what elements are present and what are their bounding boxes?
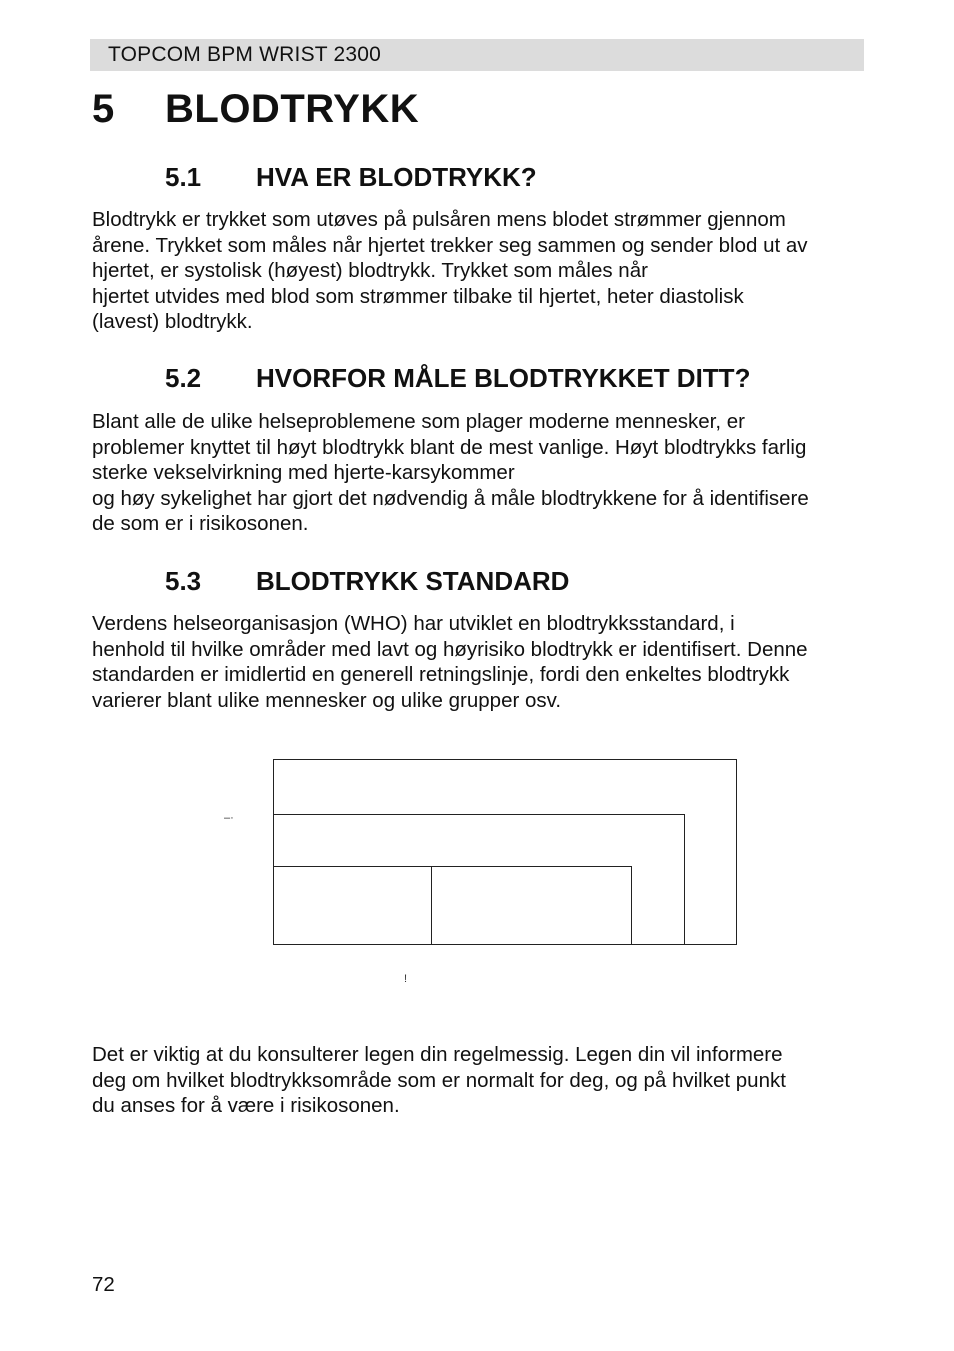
paragraph-line: deg om hvilket blodtrykksområde som er normalt for deg, og på hvilket punkt: [92, 1068, 786, 1092]
page-number: 72: [92, 1273, 115, 1296]
paragraph-line: hjertet, er systolisk (høyest) blodtrykk. Trykket som måles når: [92, 259, 648, 282]
closing-paragraph: [92, 1042, 872, 1119]
section-number: 5.1: [165, 162, 202, 192]
paragraph-line: Verdens helseorganisasjon (WHO) har utviklet en blodtrykksstandard, i: [92, 612, 735, 635]
section-5-3-paragraph: [92, 611, 872, 713]
paragraph-line: hjertet utvides med blod som strømmer tilbake til hjertet, heter diastolisk: [92, 284, 744, 308]
paragraph-line: henhold til hvilke områder med lavt og høyrisiko blodtrykk er identifisert. Denne: [92, 637, 808, 661]
zone-middle-box: [274, 815, 685, 945]
section-heading-5-2: [165, 362, 750, 394]
section-number: 5.2: [165, 363, 202, 393]
section-heading-5-1: [165, 161, 537, 193]
zone-inner-box: [274, 867, 632, 945]
paragraph-line: du anses for å være i risikosonen.: [92, 1094, 400, 1117]
section-title: BLODTRYKK STANDARD: [256, 566, 570, 596]
paragraph-line: Blant alle de ulike helseproblemene som plager moderne mennesker, er: [92, 410, 745, 433]
paragraph-line: standarden er imidlertid en generell retningslinje, fordi den enkeltes blodtrykk: [92, 663, 790, 686]
paragraph-line: Det er viktig at du konsulterer legen din regelmessig. Legen din vil informere: [92, 1043, 783, 1066]
section-5-1-paragraph: [92, 207, 872, 335]
paragraph-line: problemer knyttet til høyt blodtrykk blant de mest vanlige. Høyt blodtrykks farlig: [92, 435, 807, 459]
section-heading-5-3: [165, 565, 569, 597]
section-5-2-paragraph: [92, 409, 872, 537]
chapter-number: 5: [92, 87, 115, 131]
paragraph-line: årene. Trykket som måles når hjertet trekker seg sammen og sender blod ut av: [92, 233, 808, 257]
paragraph-line: sterke vekselvirkning med hjerte-karsykommer: [92, 461, 515, 484]
section-title: HVA ER BLODTRYKK?: [256, 162, 537, 192]
paragraph-line: (lavest) blodtrykk.: [92, 310, 253, 333]
paragraph-line: varierer blant ulike mennesker og ulike grupper osv.: [92, 688, 562, 712]
chapter-title: BLODTRYKK: [165, 87, 420, 131]
figure-left-mark: –·: [224, 812, 234, 824]
running-header-title: TOPCOM BPM WRIST 2300: [108, 43, 381, 66]
section-title: HVORFOR MÅLE BLODTRYKKET DITT?: [256, 363, 751, 393]
paragraph-line: Blodtrykk er trykket som utøves på pulsåren mens blodet strømmer gjennom: [92, 208, 786, 231]
zone-outer-box: [274, 760, 737, 945]
paragraph-line: og høy sykelighet har gjort det nødvendig å måle blodtrykkene for å identifisere: [92, 486, 809, 510]
section-number: 5.3: [165, 566, 202, 596]
figure-bottom-mark: !: [404, 973, 408, 985]
paragraph-line: de som er i risikosonen.: [92, 512, 309, 535]
running-header: [90, 39, 864, 71]
chapter-heading: [92, 85, 419, 133]
